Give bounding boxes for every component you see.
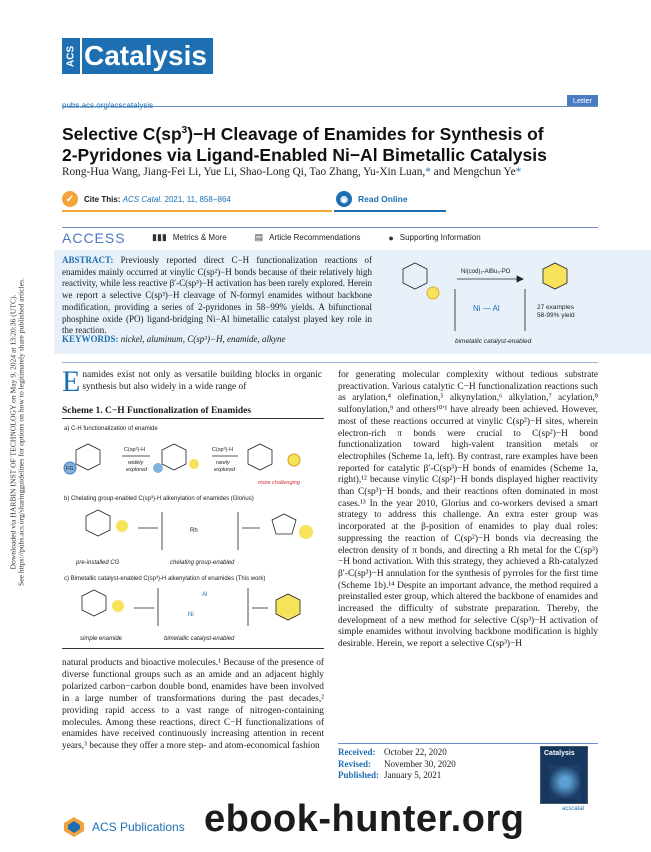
header-url-row — [62, 95, 598, 110]
publisher-name[interactable]: ACS Publications — [92, 820, 185, 834]
check-badge-icon: ✓ — [62, 191, 78, 207]
scheme-a-right-3: explored — [214, 467, 236, 473]
toc-caption: bimetallic catalyst-enabled — [455, 338, 532, 345]
scheme-a-left-label: C(sp²)-H — [124, 447, 146, 453]
scheme-b-h-highlight — [116, 520, 128, 532]
supporting-info-icon: ● — [388, 232, 394, 243]
footer — [62, 815, 185, 839]
scheme-c-label: c) Bimetallic catalyst-enabled C(sp³)-H alkenylation of enamides (This work) — [64, 576, 266, 582]
scheme-1-graphic — [62, 420, 324, 644]
title-part-a: Selective C(sp — [62, 123, 182, 144]
article-list-icon: ▤ — [254, 232, 264, 242]
scheme-c-h-highlight — [112, 600, 124, 612]
acs-publications-logo-icon[interactable] — [62, 815, 86, 839]
recommendations-link[interactable] — [255, 232, 361, 243]
abstract-text: Previously reported direct C−H functionalization reactions of enamides mainly occurred at vinylic C(sp²)−H bonds because of their relatively high reactivity, while less reactive β′-C(sp³)−H activation has been rarely explored. Herein we report a selective C(sp³)−H cleavage of N-formyl enamides without backbone modification, providing a series of 2-pyridones in 58−99% yields. A bifunctional phosphine oxide (PO) ligand-bridging Ni−Al bimetallic catalyst played key role in the reaction. — [62, 255, 373, 336]
scheme-b-cap-1: pre-installed CG — [76, 560, 120, 566]
cover-title: Catalysis — [544, 750, 575, 757]
bar-chart-icon: ▮▮▮ — [152, 232, 167, 242]
scheme-c-left-ring — [82, 590, 106, 616]
scheme-b-left-ring — [86, 510, 110, 536]
read-online-label: Read Online — [358, 194, 408, 204]
toc-ni-al: Ni — Al — [473, 304, 500, 313]
cite-details[interactable]: 2021, 11, 858−864 — [162, 194, 231, 204]
abstract-divider — [62, 362, 598, 363]
intro-text: namides exist not only as versatile building blocks in organic synthesis but also widely in a wide range of — [82, 370, 322, 392]
corresponding-star-2[interactable]: * — [515, 166, 522, 178]
sidebar-line-2: See https://pubs.acs.org/sharingguidelines for options on how to legitimately share published articles. — [16, 278, 26, 586]
received-label: Received: — [338, 747, 376, 757]
cover-image — [549, 765, 581, 799]
access-bar — [62, 227, 598, 247]
keywords — [62, 334, 286, 344]
scheme-a-note: more challenging — [258, 480, 300, 486]
toc-reactant-h-highlight — [427, 287, 439, 299]
revised-date: November 30, 2020 — [384, 758, 456, 769]
watermark: ebook-hunter.org — [204, 798, 525, 840]
toc-graphic — [385, 255, 595, 347]
sidebar-line-1: Downloaded via HARBIN INST OF TECHNOLOGY on May 9, 2024 at 13:20:36 (UTC). — [8, 294, 18, 570]
author-list — [62, 166, 521, 178]
authors-end: and Mengchun Ye — [430, 166, 516, 178]
read-online-button[interactable] — [334, 188, 446, 212]
journal-cover-thumbnail[interactable] — [540, 746, 588, 804]
authors-text: Rong-Hua Wang, Jiang-Fei Li, Yue Li, Shao-Long Qi, Tao Zhang, Yu-Xin Luan, — [62, 166, 426, 178]
body-column-2: for generating molecular complexity without tedious substrate preactivation. Various catalytic C−H functionalization reactions such as arylation,⁴ olefination,⁵ alkynylation,⁶ alkylation,⁷ acylation,⁸ sulfonylation,⁹ and others¹⁰ʹ¹ have already been achieved. However, most of these reactions occurred at vinylic C(sp²)−H sites, wherein electron-rich π bonds were crucial to C(sp²)−H bond functionalization toward high-valent transition metals or electrophiles (Scheme 1a, left). By contrast, rare examples have been reported for catalytic β′-C(sp³)−H bonds of enamides (Scheme 1a, right),¹² because vinylic C(sp²)−H bonds displayed higher reactivity than C(sp³)−H bonds, and their reactions often dominated in most cases.¹³ In the year 2010, Glorius and co-workers devised a smart strategy to address this challenge. An extra ester group was incorporated at the β-position of enamides to play dual roles: suppressing the reaction of C(sp²)−H bonds via decreasing the electron density of π bonds, and directing a Rh metal for the C(sp³)−H bond activation. With this strategy, they achieved a Rh-catalyzed β′-C(sp³)−H annulation for the synthesis of pyrroles for the first time (Scheme 1b).¹⁴ Despite an important advance, the method required a preinstalled ester group, which altered the backbone of enamides and increased the difficulty of substrate preparation. Thereby, the development of a new method for selective C(sp³)−H activation of simple enamides without involving backbone modification is highly desirable. Herein, we report a selective C(sp³)−H — [338, 370, 598, 650]
supporting-label: Supporting Information — [399, 233, 481, 242]
scheme-a-label: a) C-H functionalization of enamide — [64, 426, 158, 432]
supporting-info-link[interactable] — [388, 233, 480, 243]
keywords-text: nickel, aluminum, C(sp³)−H, enamide, alkyne — [120, 334, 286, 344]
toc-examples: 27 examples — [537, 304, 574, 311]
logo-wordmark: Catalysis — [80, 38, 213, 74]
title-superscript: 3 — [181, 125, 188, 136]
toc-arrow-head — [517, 276, 523, 282]
title-part-c: 2-Pyridones via Ligand-Enabled Ni−Al Bimetallic Catalysis — [62, 144, 547, 165]
scheme-c-cap-2: bimetallic catalyst-enabled — [164, 636, 235, 642]
scheme-b-pyrrole — [272, 514, 296, 534]
scheme-a-h-blue — [153, 463, 163, 473]
logo-acs-mark: ACS — [62, 38, 80, 74]
abstract-label: ABSTRACT: — [62, 255, 114, 265]
cite-journal-link[interactable]: ACS Catal. — [122, 194, 163, 204]
scheme-a-right-2: rarely — [216, 460, 230, 466]
revised-label: Revised: — [338, 758, 371, 769]
scheme-c-product-ring — [276, 594, 300, 620]
scheme-a-center-ring — [162, 444, 186, 470]
published-date: January 5, 2021 — [384, 770, 442, 780]
metrics-link[interactable] — [152, 232, 227, 243]
drop-cap: E — [62, 365, 81, 398]
svg-text:Al: Al — [202, 592, 208, 598]
scheme-a-left-3: explored — [126, 467, 148, 473]
cite-text — [84, 195, 231, 204]
body-column-1: natural products and bioactive molecules.¹ Because of the presence of diverse functional groups such as an amide and an adjacent highly polarized carbon−carbon double bond, enamides have been involved in a large number of transformations during the past decades,² providing rapid access to a vast range of nitrogen-containing molecules. Among these reactions, direct C−H functionalizations of enamides have received continuously increasing attention in recent years,³ because they offer a more step- and atom-economical fashion — [62, 658, 324, 752]
scheme-c-cap-1: simple enamide — [80, 636, 123, 642]
cite-label: Cite This: — [84, 194, 121, 204]
abstract — [62, 255, 372, 337]
scheme-a-right-label: C(sp³)-H — [212, 447, 234, 453]
corresponding-star-1[interactable]: * — [425, 166, 431, 178]
toc-reactant-ring — [403, 263, 427, 289]
keywords-label: KEYWORDS: — [62, 334, 119, 344]
toc-reagent: Ni(cod)₂-AlBu₃-PO — [461, 269, 511, 275]
journal-logo[interactable] — [62, 38, 213, 74]
read-online-icon: ◉ — [336, 191, 352, 207]
cite-this-box[interactable] — [62, 188, 332, 212]
toc-yield: 58-99% yield — [537, 312, 575, 319]
scheme-a-h-yellow — [189, 459, 199, 469]
scheme-top-rule — [62, 418, 324, 419]
download-sidebar — [0, 0, 26, 852]
received-date: October 22, 2020 — [384, 747, 447, 757]
toc-product-ring — [543, 263, 567, 289]
scheme-b-product-highlight — [299, 525, 313, 539]
article-title — [62, 120, 598, 166]
scheme-bottom-rule — [62, 648, 324, 649]
svg-text:FG: FG — [66, 466, 74, 472]
title-part-b: )−H Cleavage of Enamides for Synthesis of — [187, 123, 544, 144]
scheme-a-left-ring — [76, 444, 100, 470]
scheme-b-cap-2: chelating group-enabled — [170, 560, 235, 566]
scheme-a-right-ring — [248, 444, 272, 470]
published-label: Published: — [338, 770, 380, 780]
metrics-label: Metrics & More — [172, 233, 227, 242]
footer-journal-link[interactable]: acscatal — [562, 806, 585, 812]
scheme-b-brackets — [162, 512, 238, 550]
scheme-a-left-2: widely — [128, 460, 144, 466]
article-type-badge: Letter — [567, 95, 598, 106]
svg-text:Rh: Rh — [190, 528, 198, 534]
recommendations-label: Article Recommendations — [269, 233, 361, 242]
scheme-a-fg-yellow — [288, 454, 300, 466]
scheme-title: Scheme 1. C−H Functionalization of Enamides — [62, 406, 252, 416]
scheme-b-label: b) Chelating group-enabled C(sp³)-H alkenylation of enamides (Glorius) — [64, 496, 254, 502]
intro-paragraph — [62, 365, 322, 398]
svg-text:Ni: Ni — [188, 612, 194, 618]
access-label: ACCESS — [62, 229, 126, 246]
journal-url-link[interactable]: pubs.acs.org/acscatalysis — [62, 101, 154, 110]
